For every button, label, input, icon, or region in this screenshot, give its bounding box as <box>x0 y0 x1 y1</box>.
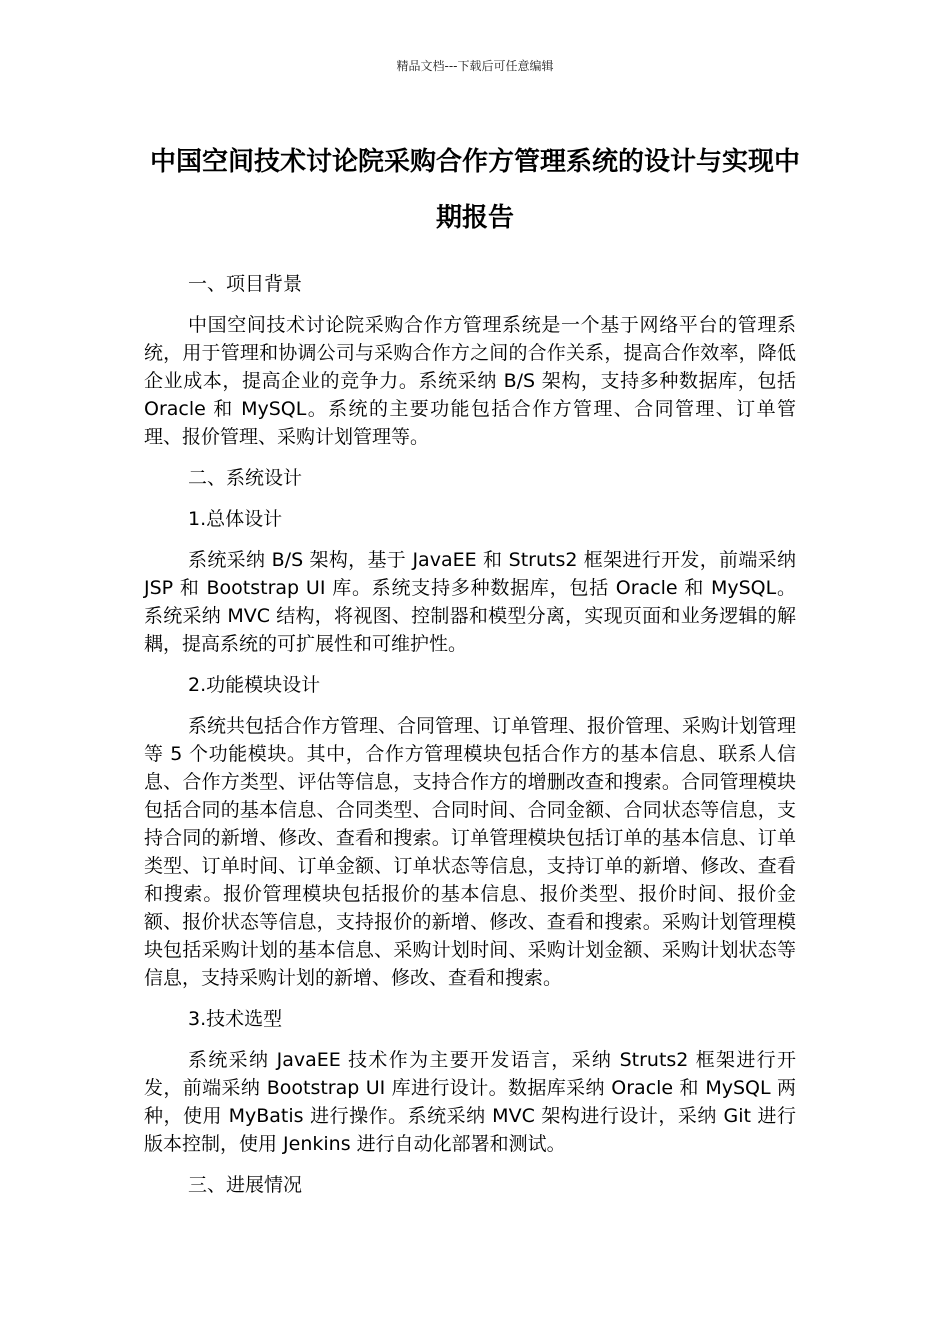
section-heading-background: 一、项目背景 <box>188 273 303 295</box>
subsection-heading-tech-selection: 3.技术选型 <box>188 1008 283 1030</box>
document-title: 中国空间技术讨论院采购合作方管理系统的设计与实现中期报告 <box>149 147 800 233</box>
section-heading-system-design: 二、系统设计 <box>188 467 303 489</box>
subsection-heading-overall-design: 1.总体设计 <box>188 508 283 530</box>
header-note: 精品文档---下载后可任意编辑 <box>396 59 554 73</box>
paragraph-background: 中国空间技术讨论院采购合作方管理系统是一个基于网络平台的管理系统，用于管理和协调公司与采购合作方之间的合作关系，提高合作效率，降低企业成本，提高企业的竞争力。系统采纳 B/S 架构，支持多种数据库，包括 Oracle 和 MySQL。系统的主要功能包括合作方管理、合同管理、订单管理、报价管理、采购计划管理等。 <box>144 314 796 448</box>
paragraph-tech-selection: 系统采纳 JavaEE 技术作为主要开发语言，采纳 Struts2 框架进行开发，前端采纳 Bootstrap UI 库进行设计。数据库采纳 Oracle 和 MySQL 两种，使用 MyBatis 进行操作。系统采纳 MVC 架构进行设计，采纳 Git 进行版本控制，使用 Jenkins 进行自动化部署和测试。 <box>144 1049 796 1155</box>
subsection-heading-module-design: 2.功能模块设计 <box>188 674 321 696</box>
section-heading-progress: 三、进展情况 <box>188 1174 303 1196</box>
paragraph-module-design: 系统共包括合作方管理、合同管理、订单管理、报价管理、采购计划管理等 5 个功能模块。其中，合作方管理模块包括合作方的基本信息、联系人信息、合作方类型、评估等信息，支持合作方的增删改查和搜索。合同管理模块包括合同的基本信息、合同类型、合同时间、合同金额、合同状态等信息，支持合同的新增、修改、查看和搜索。订单管理模块包括订单的基本信息、订单类型、订单时间、订单金额、订单状态等信息，支持订单的新增、修改、查看和搜索。报价管理模块包括报价的基本信息、报价类型、报价时间、报价金额、报价状态等信息，支持报价的新增、修改、查看和搜索。采购计划管理模块包括采购计划的基本信息、采购计划时间、采购计划金额、采购计划状态等信息，支持采购计划的新增、修改、查看和搜索。 <box>144 715 797 989</box>
paragraph-overall-design: 系统采纳 B/S 架构，基于 JavaEE 和 Struts2 框架进行开发，前端采纳 JSP 和 Bootstrap UI 库。系统支持多种数据库，包括 Oracle 和 MySQL。系统采纳 MVC 结构，将视图、控制器和模型分离，实现页面和业务逻辑的解耦，提高系统的可扩展性和可维护性。 <box>144 549 796 655</box>
document-body <box>144 270 796 1212</box>
